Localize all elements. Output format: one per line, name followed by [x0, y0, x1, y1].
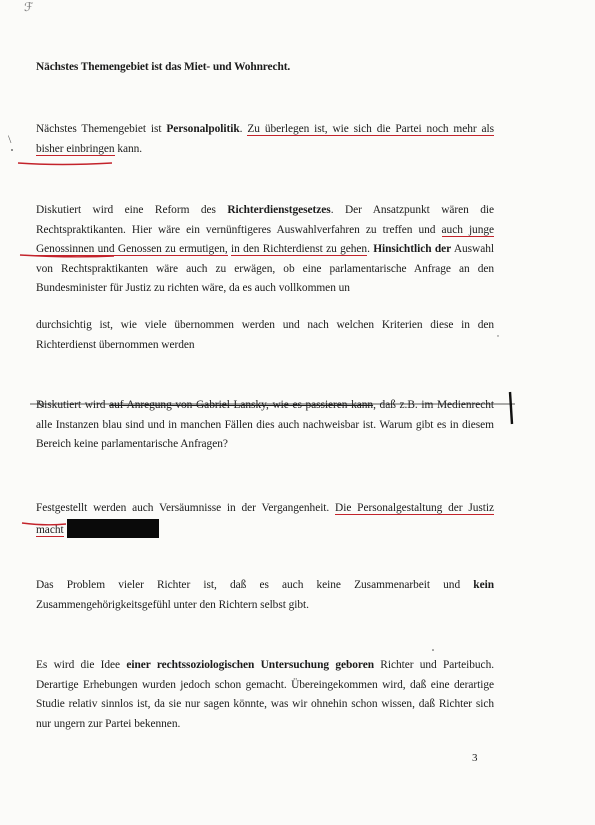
p7-rest: Zusammengehörigkeitsgefühl unter den Richtern selbst gibt.	[36, 598, 309, 611]
paragraph-medienrecht	[36, 396, 494, 455]
p7-lead: Das Problem vieler Richter ist, daß es auch keine Zusammenarbeit und	[36, 579, 474, 591]
p8-lead: Es wird die Idee	[36, 659, 127, 671]
p3-underline-1: auch junge	[441, 223, 494, 236]
p3-underline-2: Genossinnen und Genossen zu ermutigen,	[36, 243, 228, 255]
page-number: 3	[472, 752, 478, 764]
paragraph-miet-wohnrecht	[36, 58, 494, 78]
p3-bold: Richterdienstgesetzes	[227, 204, 331, 216]
p2-lead: Nächstes Themengebiet ist	[36, 123, 167, 135]
p8-bold: einer rechtssoziologischen Untersuchung geboren	[126, 659, 374, 671]
paragraph-personalpolitik	[36, 120, 494, 159]
p2-underline-1: Zu überlegen ist, wie sich die Partei noch mehr als	[247, 123, 494, 135]
p8-rest: Richter und Parteibuch. Derartige Erhebungen wurden jedoch schon gemacht. Übereingekommen wird, daß eine derartige Studie relativ sinnlos ist, da sie nur sagen könnte, was wir ohnehin schon wissen, daß Richter sich nur ungern zur Partei bekennen.	[36, 659, 495, 730]
p3-after: .	[367, 243, 374, 255]
red-margin-stroke-1	[18, 163, 112, 165]
p3-lead: Diskutiert wird eine Reform des	[36, 204, 228, 216]
p1-text: Nächstes Themengebiet ist das Miet- und Wohnrecht.	[36, 61, 291, 73]
ink-vertical-mark	[510, 392, 512, 424]
p6-underline-1: Die Personalgestaltung der Justiz	[335, 502, 494, 514]
paragraph-versaeumnisse	[36, 499, 494, 540]
paragraph-durchsichtig	[36, 316, 494, 355]
p5-lead: Diskutiert wird	[36, 399, 110, 411]
paragraph-rechtssoziologie	[36, 656, 494, 734]
p3-mid: . Der Ansatzpunkt wären die Rechtspraktikanten. Hier wäre ein vernünftigeres Auswahlverfahren zu treffen und	[36, 204, 494, 236]
p4-text: durchsichtig ist, wie viele übernommen werden und nach welchen Kriterien diese in den Richterdienst übernommen werden	[36, 319, 494, 351]
p2-tail: kann.	[114, 142, 143, 155]
margin-tick: \	[8, 132, 12, 146]
p5-rest: , daß z.B. im Medienrecht alle Instanzen blau sind und in manchen Fällen dies auch nachweisbar ist. Warum gibt es in diesem Bereich keine parlamentarische Anfragen?	[36, 399, 494, 450]
speck-2	[497, 335, 498, 336]
p2-underline-2: bisher einbringen	[36, 142, 115, 155]
p3-bold-2: Hinsichtlich der	[373, 243, 452, 255]
paragraph-richterdienstgesetz	[36, 201, 494, 299]
p7-bold: kein	[473, 579, 494, 591]
p5-strikethrough: auf Anregung von Gabriel Lansky, wie es passieren kann	[109, 399, 374, 411]
speck-1	[11, 149, 13, 151]
corner-mark: ℱ	[24, 0, 34, 14]
p2-bold: Personalpolitik	[166, 123, 240, 135]
p6-lead: Festgestellt werden auch Versäumnisse in der Vergangenheit.	[36, 502, 336, 514]
p3-rest: Auswahl von Rechtspraktikanten wäre auch zu erwägen, ob eine parlamentarische Anfrage an den Bundesminister für Justiz zu richten wäre, da es auch vollkommen un	[36, 243, 494, 294]
p2-after: .	[239, 123, 248, 135]
p6-underline-2: macht	[36, 523, 64, 536]
speck-3	[432, 649, 434, 651]
paragraph-problem-richter	[36, 576, 494, 615]
p3-underline-3: in den Richterdienst zu gehen	[230, 243, 368, 255]
redaction-block	[67, 519, 159, 538]
